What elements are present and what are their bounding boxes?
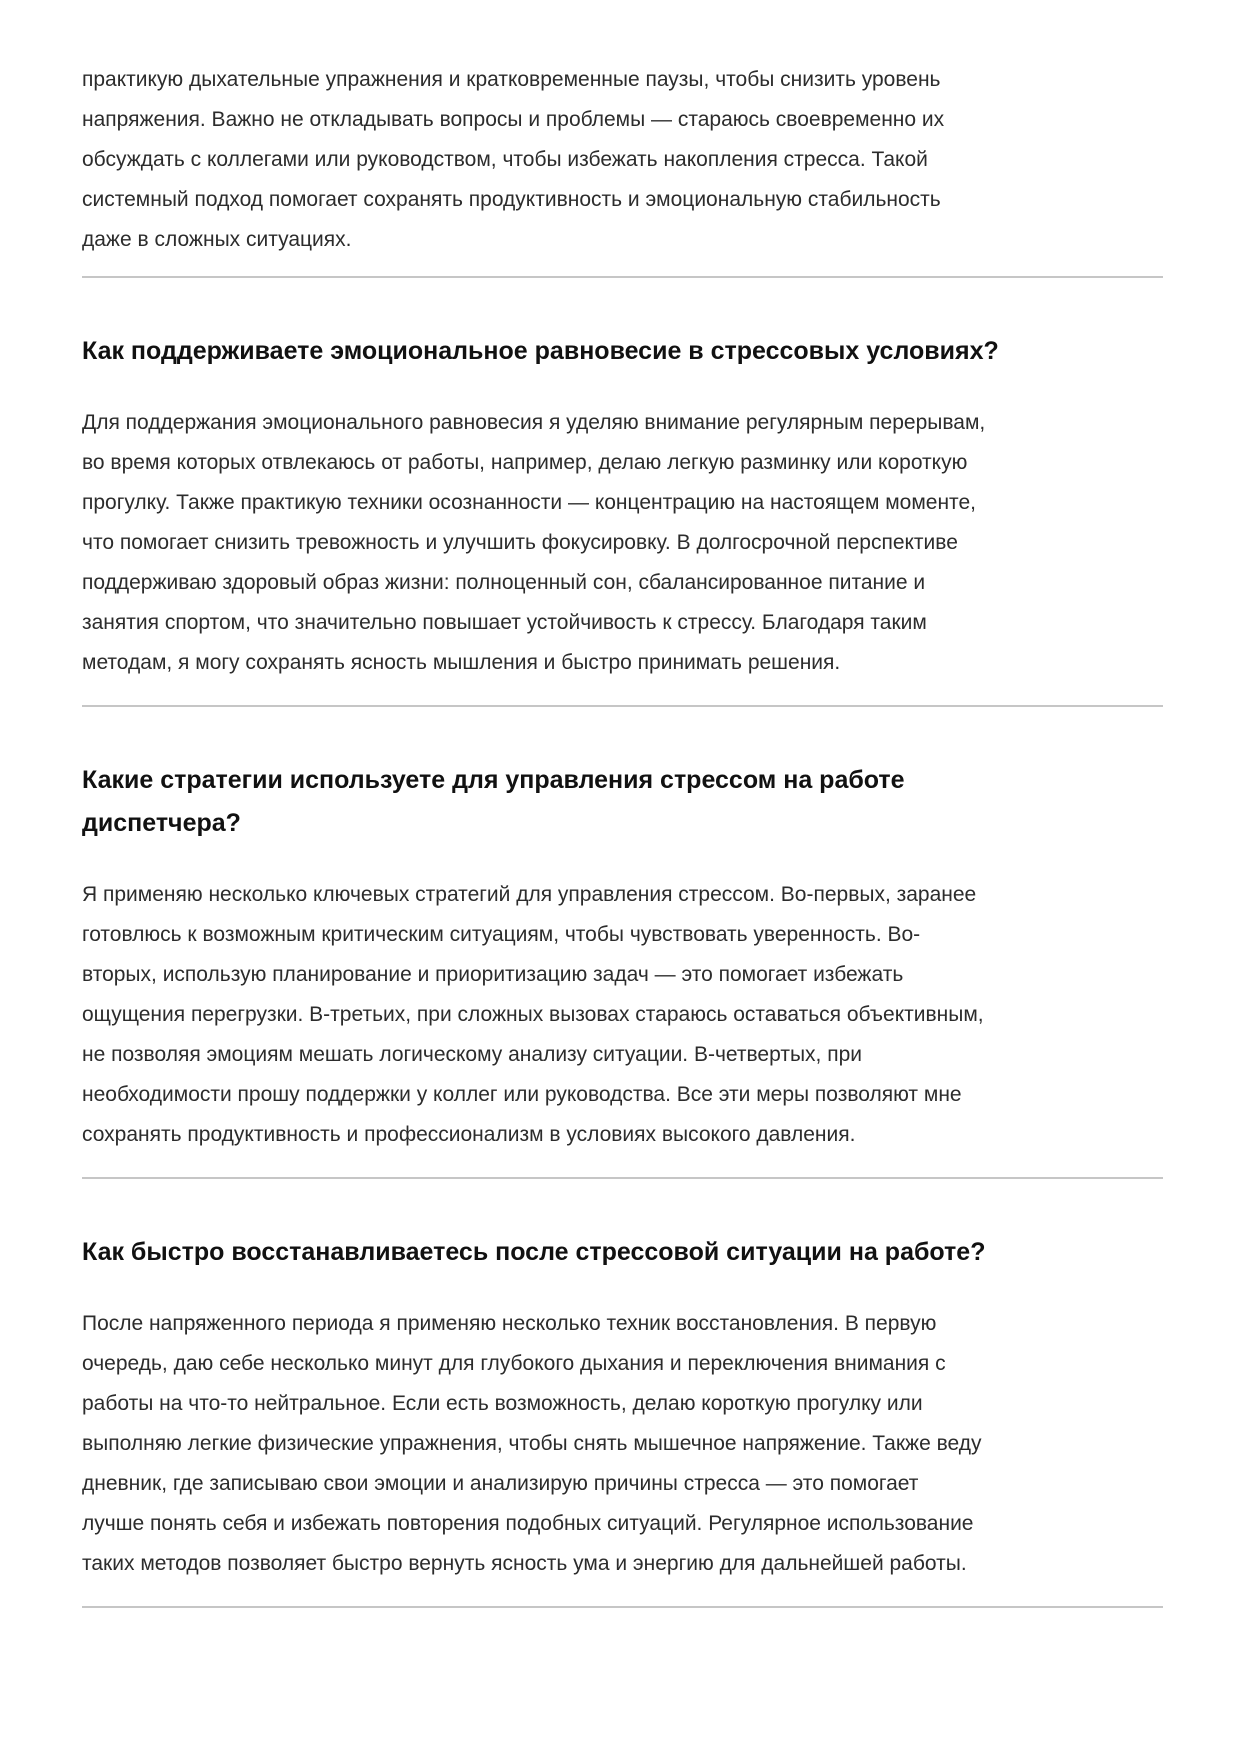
paragraph-line: занятия спортом, что значительно повышает устойчивость к стрессу. Благодаря таким [82, 611, 927, 634]
paragraph-line: обсуждать с коллегами или руководством, чтобы избежать накопления стресса. Такой [82, 148, 928, 171]
paragraph-line: таких методов позволяет быстро вернуть ясность ума и энергию для дальнейшей работы. [82, 1552, 967, 1575]
answer-paragraph-recovery [82, 1304, 1163, 1584]
paragraph-line: прогулку. Также практикую техники осознанности — концентрацию на настоящем моменте, [82, 491, 976, 514]
heading-line: Как быстро восстанавливаетесь после стрессовой ситуации на работе? [82, 1238, 986, 1266]
paragraph-line: даже в сложных ситуациях. [82, 228, 352, 251]
paragraph-line: не позволяя эмоциям мешать логическому анализу ситуации. В-четвертых, при [82, 1043, 862, 1066]
section-divider [82, 705, 1163, 707]
paragraph-line: После напряженного периода я применяю несколько техник восстановления. В первую [82, 1312, 937, 1335]
paragraph-line: готовлюсь к возможным критическим ситуациям, чтобы чувствовать уверенность. Во- [82, 923, 921, 946]
heading-line: диспетчера? [82, 809, 241, 837]
answer-paragraph-emotional-balance [82, 403, 1163, 683]
paragraph-line: дневник, где записываю свои эмоции и анализирую причины стресса — это помогает [82, 1472, 919, 1495]
paragraph-line: методам, я могу сохранять ясность мышления и быстро принимать решения. [82, 651, 841, 674]
question-heading-emotional-balance [82, 330, 1163, 373]
paragraph-line: Я применяю несколько ключевых стратегий для управления стрессом. Во-первых, заранее [82, 883, 977, 906]
section-divider [82, 1606, 1163, 1608]
paragraph-line: Для поддержания эмоционального равновесия я уделяю внимание регулярным перерывам, [82, 411, 986, 434]
paragraph-line: во время которых отвлекаюсь от работы, например, делаю легкую разминку или короткую [82, 451, 968, 474]
intro-paragraph [82, 60, 1163, 260]
answer-paragraph-stress-strategies [82, 875, 1163, 1155]
section-divider [82, 276, 1163, 278]
heading-line: Какие стратегии используете для управления стрессом на работе [82, 766, 905, 794]
section-divider [82, 1177, 1163, 1179]
paragraph-line: практикую дыхательные упражнения и кратковременные паузы, чтобы снизить уровень [82, 68, 941, 91]
paragraph-line: работы на что-то нейтральное. Если есть возможность, делаю короткую прогулку или [82, 1392, 923, 1415]
document-page [82, 0, 1163, 1608]
paragraph-line: необходимости прошу поддержки у коллег или руководства. Все эти меры позволяют мне [82, 1083, 962, 1106]
heading-line: Как поддерживаете эмоциональное равновесие в стрессовых условиях? [82, 337, 999, 365]
paragraph-line: системный подход помогает сохранять продуктивность и эмоциональную стабильность [82, 188, 941, 211]
paragraph-line: очередь, даю себе несколько минут для глубокого дыхания и переключения внимания с [82, 1352, 946, 1375]
paragraph-line: вторых, использую планирование и приоритизацию задач — это помогает избежать [82, 963, 904, 986]
question-heading-recovery [82, 1231, 1163, 1274]
paragraph-line: лучше понять себя и избежать повторения подобных ситуаций. Регулярное использование [82, 1512, 974, 1535]
paragraph-line: поддерживаю здоровый образ жизни: полноценный сон, сбалансированное питание и [82, 571, 926, 594]
paragraph-line: напряжения. Важно не откладывать вопросы и проблемы — стараюсь своевременно их [82, 108, 945, 131]
paragraph-line: сохранять продуктивность и профессионализм в условиях высокого давления. [82, 1123, 856, 1146]
paragraph-line: ощущения перегрузки. В-третьих, при сложных вызовах стараюсь оставаться объективным, [82, 1003, 984, 1026]
question-heading-stress-strategies [82, 759, 1163, 845]
paragraph-line: выполняю легкие физические упражнения, чтобы снять мышечное напряжение. Также веду [82, 1432, 982, 1455]
paragraph-line: что помогает снизить тревожность и улучшить фокусировку. В долгосрочной перспективе [82, 531, 958, 554]
